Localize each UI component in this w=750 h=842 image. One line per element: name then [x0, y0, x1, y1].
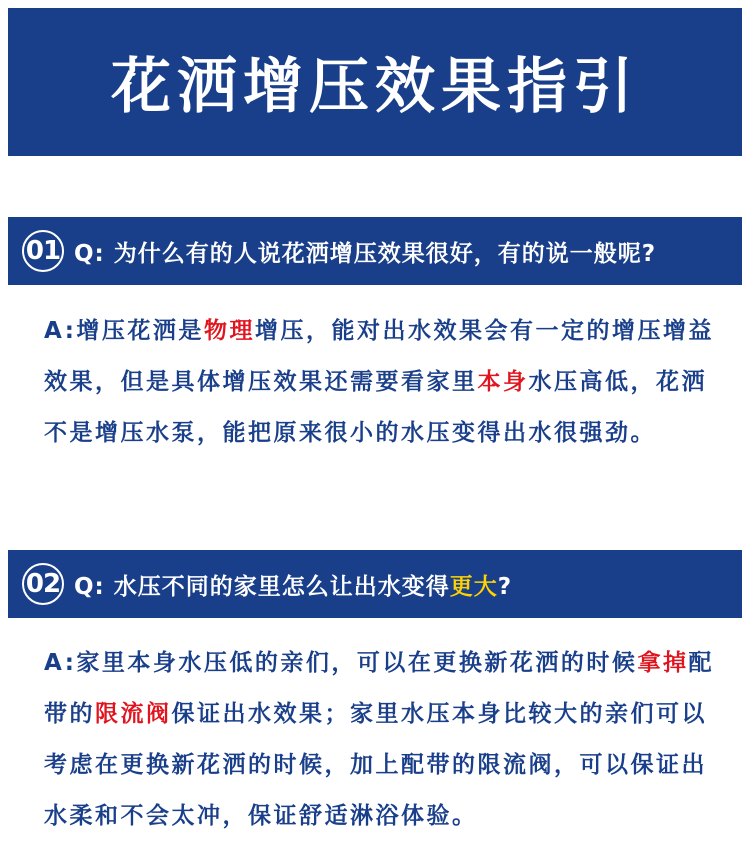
answer-2-highlight-valve: 限流阀 [95, 701, 172, 727]
question-number-badge-1: 01 [22, 230, 64, 272]
title-banner [8, 8, 742, 156]
answer-text-1 [44, 306, 724, 459]
question-bar-2 [8, 550, 742, 618]
answer-1-part-3: 水压高低，花洒不是增压水泵，能把原来很小的水压变得出水很强劲。 [44, 369, 707, 446]
question-number-badge-2: 02 [22, 563, 64, 605]
answer-2-part-1: A:家里本身水压低的亲们，可以在更换新花洒的时候 [44, 650, 638, 676]
answer-2-highlight-remove: 拿掉 [637, 650, 689, 676]
answer-2-part-3: 保证出水效果；家里水压本身比较大的亲们可以考虑在更换新花洒的时候，加上配带的限流阀，可以保证出水柔和不会太冲，保证舒适淋浴体验。 [44, 701, 707, 829]
question-bar-1 [8, 217, 742, 285]
answer-1-highlight-own: 本身 [477, 369, 529, 395]
answer-1-highlight-physical: 物理 [203, 318, 255, 344]
page-title: 花洒增压效果指引 [111, 52, 639, 122]
question-2-highlight: 更大 [449, 573, 498, 600]
question-text-1: Q: 为什么有的人说花洒增压效果很好，有的说一般呢? [74, 240, 657, 267]
answer-1-part-1: A:增压花洒是 [44, 318, 204, 344]
answer-text-2 [44, 638, 724, 842]
question-2-part-2: ? [497, 573, 513, 600]
answer-2-part-2: 配带的 [44, 650, 714, 727]
answer-1-part-2: 增压，能对出水效果会有一定的增压增益效果，但是具体增压效果还需要看家里 [44, 318, 714, 395]
question-2-part-1: Q: 水压不同的家里怎么让出水变得 [74, 573, 450, 600]
question-text-2 [74, 568, 512, 601]
